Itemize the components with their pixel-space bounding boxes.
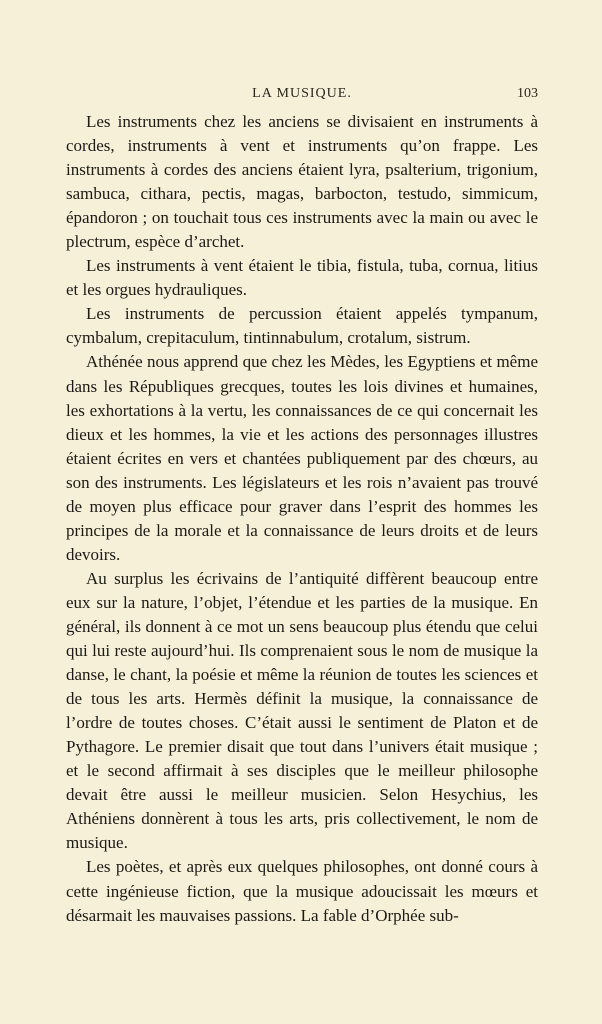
running-title: LA MUSIQUE. [252,86,352,101]
body-text [66,110,538,928]
paragraph: Au surplus les écrivains de l’antiquité diffèrent beaucoup entre eux sur la nature, l’objet, l’étendue et les parties de la musique. En général, ils donnent à ce mot un sens beaucoup plus étendu que celui qui lui reste aujourd’hui. Ils comprenaient sous le nom de musique la danse, le chant, la poésie et même la réunion de toutes les sciences et de tous les arts. Hermès définit la musique, la connaissance de l’ordre de toutes choses. C’était aussi le sentiment de Platon et de Pythagore. Le premier disait que tout dans l’univers était musique ; et le second affirmait à ses disciples que le meilleur philosophe devait être aussi le meilleur musicien. Selon Hesychius, les Athéniens donnèrent à tous les arts, pris collectivement, le nom de musique. [66,568,538,853]
paragraph: Les poètes, et après eux quelques philosophes, ont donné cours à cette ingénieuse fiction, que la musique adoucissait les mœurs et désarmait les mauvaises passions. La fable d’Orphée sub- [66,857,538,925]
paragraph: Les instruments chez les anciens se divisaient en instruments à cordes, instruments à vent et instruments qu’on frappe. Les instruments à cordes des anciens étaient lyra, psalterium, trigonium, sambuca, cithara, pectis, magas, barbocton, testudo, simmicum, épandoron ; on touchait tous ces instruments avec la main ou avec le plectrum, espèce d’archet. [66,112,538,252]
paragraph: Athénée nous apprend que chez les Mèdes, les Egyptiens et même dans les Républiques grecques, toutes les lois divines et humaines, les exhortations à la vertu, les connaissances de ce qui concernait les dieux et les hommes, la vie et les actions des personnages illustres étaient écrites en vers et chantées publiquement par des chœurs, au son des instruments. Les législateurs et les rois n’avaient pas trouvé de moyen plus efficace pour graver dans l’esprit des hommes les principes de la morale et la connaissance de leurs droits et de leurs devoirs. [66,352,538,564]
paragraph: Les instruments à vent étaient le tibia, fistula, tuba, cornua, litius et les orgues hydrauliques. [66,256,538,300]
running-head [66,86,538,106]
page-number: 103 [517,86,538,101]
paragraph: Les instruments de percussion étaient appelés tympanum, cymbalum, crepitaculum, tintinnabulum, crotalum, sistrum. [66,304,538,348]
